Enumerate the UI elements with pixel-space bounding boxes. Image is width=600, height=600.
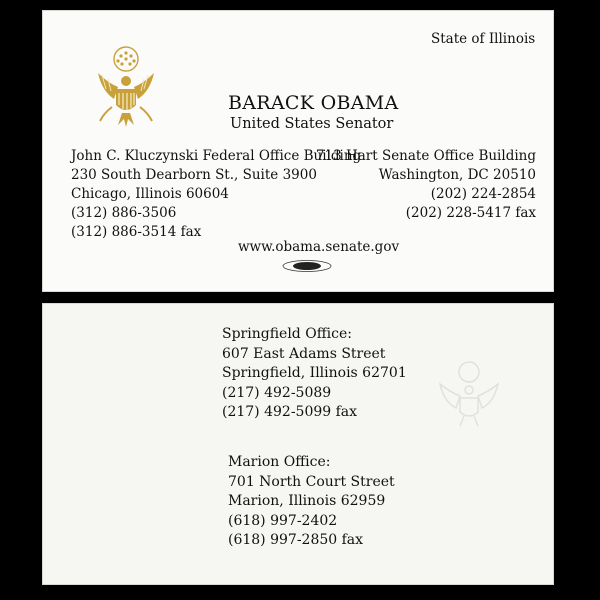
address-line: Chicago, Illinois 60604 <box>71 186 229 202</box>
office-heading: Marion Office: <box>228 454 331 470</box>
phone-line: (312) 886-3506 <box>71 205 177 221</box>
fax-line: (312) 886-3514 fax <box>71 224 202 240</box>
address-line: Springfield, Illinois 62701 <box>222 365 407 381</box>
washington-office-address <box>316 147 536 223</box>
phone-line: (217) 492-5089 <box>222 384 332 401</box>
website-label: www.obama.senate.gov <box>238 239 400 255</box>
union-bug-icon <box>282 260 332 272</box>
office-heading: Springfield Office: <box>222 326 352 342</box>
address-line: 607 East Adams Street <box>222 345 386 362</box>
fax-line: (618) 997-2850 fax <box>228 532 364 548</box>
eagle-seal-icon <box>88 43 164 129</box>
address-line: 230 South Dearborn St., Suite 3900 <box>71 167 317 183</box>
phone-line: (202) 224-2854 <box>430 186 536 202</box>
address-line: 701 North Court Street <box>228 473 395 490</box>
address-line: 713 Hart Senate Office Building <box>315 148 536 164</box>
address-line: Marion, Illinois 62959 <box>228 493 386 509</box>
business-card-front <box>42 10 554 292</box>
address-line: Washington, DC 20510 <box>378 167 536 183</box>
marion-office-block <box>228 453 395 551</box>
fax-line: (202) 228-5417 fax <box>405 205 536 221</box>
phone-line: (618) 997-2402 <box>228 512 338 529</box>
business-card-back <box>42 303 554 585</box>
senator-title: United States Senator <box>230 116 394 132</box>
state-label: State of Illinois <box>431 31 536 47</box>
embossed-seal-icon <box>434 358 504 428</box>
address-line: John C. Kluczynski Federal Office Building <box>71 148 362 164</box>
senator-name: BARACK OBAMA <box>228 92 399 114</box>
springfield-office-block <box>222 325 407 423</box>
fax-line: (217) 492-5099 fax <box>222 404 358 420</box>
